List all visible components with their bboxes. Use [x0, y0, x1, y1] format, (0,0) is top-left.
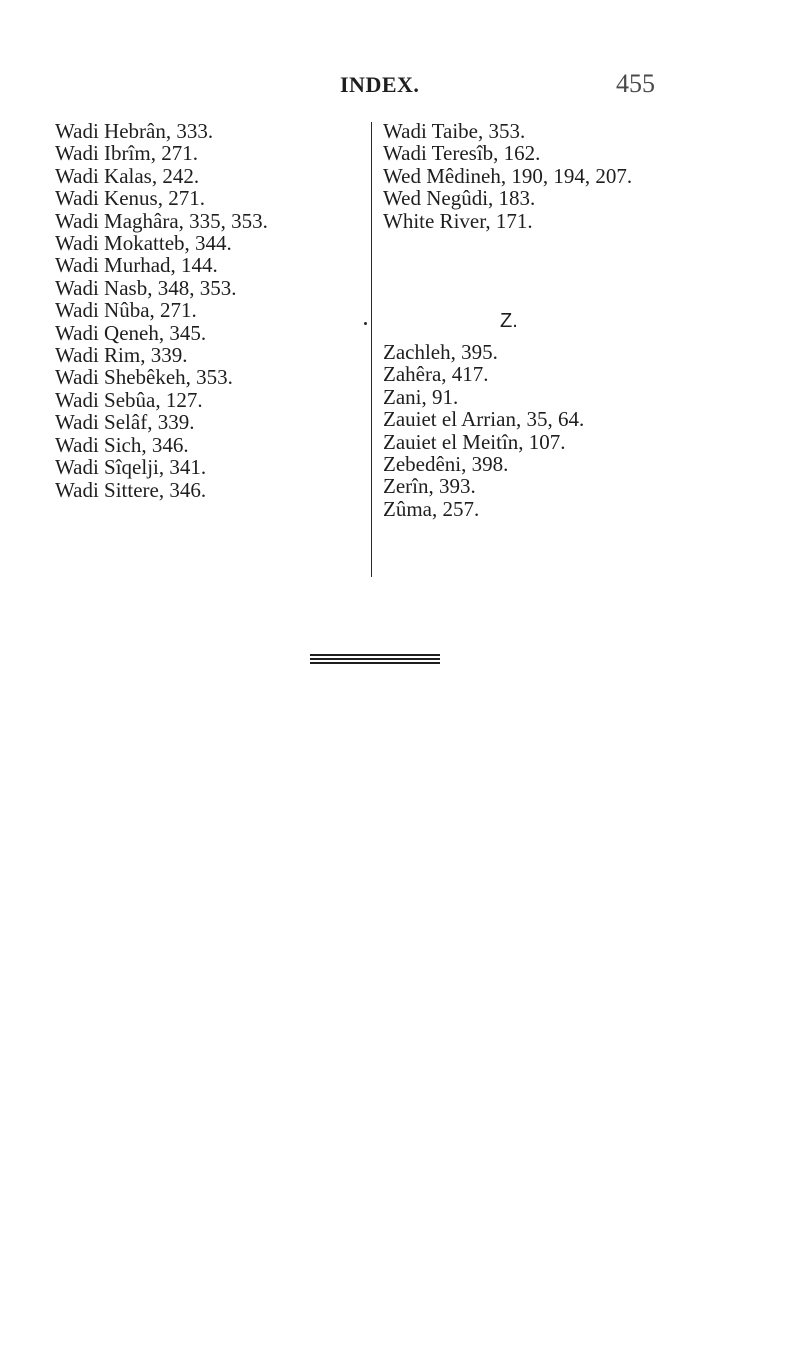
index-entry: Zebedêni, 398.	[383, 452, 509, 477]
divider-dot	[364, 322, 367, 325]
index-entry: Wadi Nûba, 271.	[55, 298, 197, 323]
index-entry: Wadi Kalas, 242.	[55, 163, 200, 188]
end-rule	[310, 658, 440, 660]
index-entry: Wadi Hebrân, 333.	[55, 119, 214, 143]
index-entry: Zani, 91.	[383, 384, 459, 409]
page-number: 455	[616, 69, 655, 98]
end-rule	[310, 662, 440, 664]
index-entry: Wadi Shebêkeh, 353.	[55, 365, 233, 390]
index-entry: Wadi Kenus, 271.	[55, 186, 205, 211]
index-entry: Wadi Nasb, 348, 353.	[55, 275, 237, 300]
index-entry: Zahêra, 417.	[383, 362, 489, 387]
index-entry: Wed Negûdi, 183.	[383, 186, 536, 211]
index-entry: Wadi Ibrîm, 271.	[55, 141, 198, 166]
section-heading-z: Z.	[500, 310, 518, 332]
index-entry: Wed Mêdineh, 190, 194, 207.	[383, 163, 633, 188]
index-entry: Zûma, 257.	[383, 496, 480, 521]
index-entry: Wadi Teresîb, 162.	[383, 141, 541, 166]
index-entry: Wadi Sebûa, 127.	[55, 387, 203, 412]
index-entry: Zachleh, 395.	[383, 340, 498, 364]
index-entry: Wadi Selâf, 339.	[55, 410, 195, 435]
index-entry: Wadi Sich, 346.	[55, 432, 189, 457]
index-entry: Zauiet el Arrian, 35, 64.	[383, 407, 585, 432]
index-right-column-w	[383, 120, 632, 232]
index-entry: White River, 171.	[383, 208, 533, 233]
page-header-title: INDEX.	[340, 72, 420, 97]
index-entry: Wadi Maghâra, 335, 353.	[55, 208, 268, 233]
index-entry: Wadi Rim, 339.	[55, 343, 188, 368]
index-entry: Wadi Sittere, 346.	[55, 477, 207, 502]
index-entry: Zerîn, 393.	[383, 474, 476, 499]
index-entry: Zauiet el Meitîn, 107.	[383, 429, 566, 454]
index-entry: Wadi Murhad, 144.	[55, 253, 218, 278]
index-entry: Wadi Qeneh, 345.	[55, 320, 207, 345]
index-entry: Wadi Sîqelji, 341.	[55, 455, 207, 480]
column-divider	[371, 122, 372, 577]
index-entry: Wadi Mokatteb, 344.	[55, 231, 232, 256]
index-right-column-z	[383, 341, 584, 520]
index-entry: Wadi Taibe, 353.	[383, 119, 526, 143]
index-left-column	[55, 120, 268, 501]
end-rule	[310, 654, 440, 656]
